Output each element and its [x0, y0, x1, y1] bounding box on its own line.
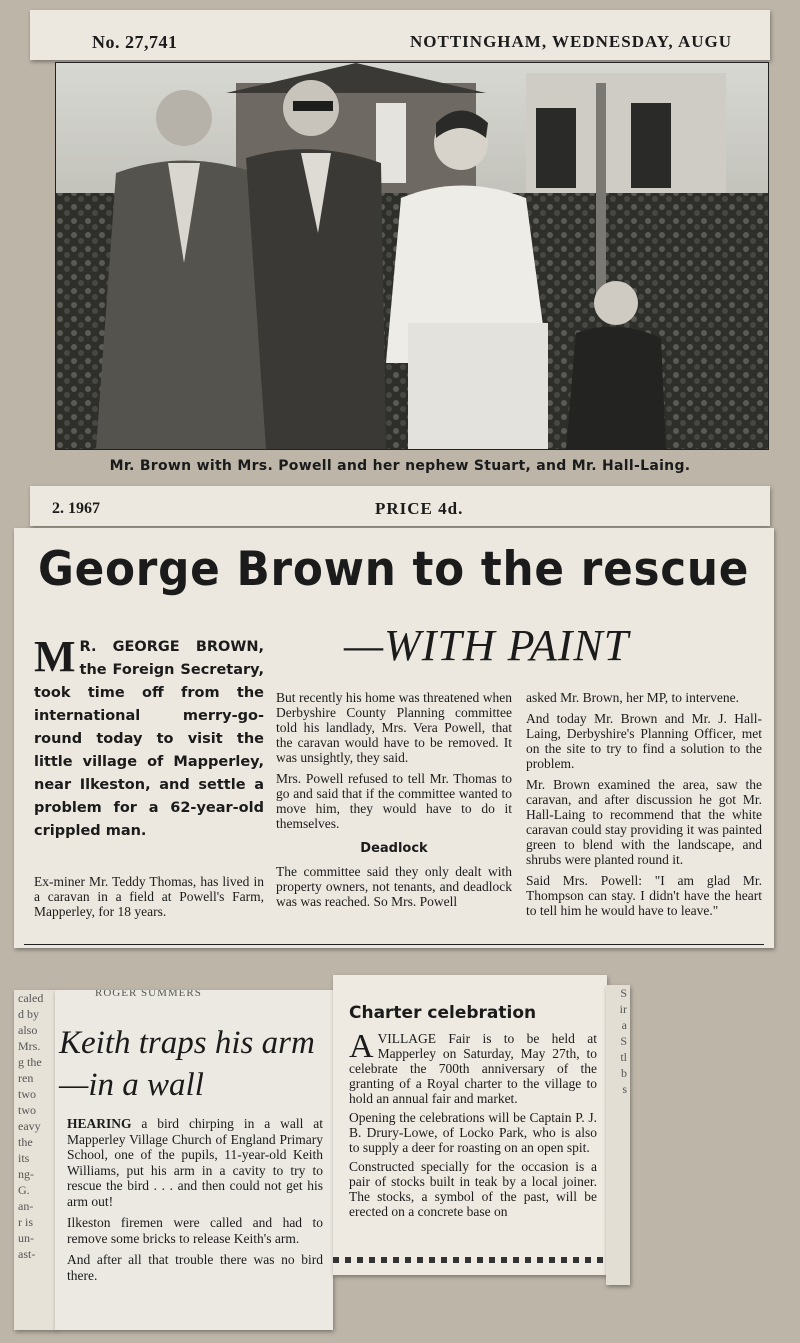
fragment-text: two [18, 1103, 36, 1117]
paragraph: But recently his home was threatened when Derbyshire County Planning committee told his landlady, Mrs. Vera Powell, that the caravan would have to be removed. It was unsightly, they said. [276, 690, 512, 765]
fragment-text: ren [18, 1071, 34, 1085]
paragraph: The committee said they only dealt with property owners, not tenants, and deadlock was was reached. So Mrs. Powell [276, 864, 512, 909]
masthead [30, 10, 770, 60]
news-photo [55, 62, 769, 450]
paragraph: Opening the celebrations will be Captain P. J. B. Drury-Lowe, of Locko Park, who is also to supply a deer for roasting on an open spit. [349, 1110, 597, 1155]
paragraph: And after all that trouble there was no bird there. [67, 1252, 323, 1283]
paragraph: asked Mr. Brown, her MP, to intervene. [526, 690, 739, 705]
keith-body [67, 1116, 323, 1289]
article-lead [34, 632, 264, 843]
article-column-2 [276, 690, 512, 915]
fragment-text: ng- [18, 1167, 34, 1181]
byline-fragment: ROGER SUMMERS [95, 990, 202, 999]
issue-price: PRICE 4d. [375, 499, 464, 518]
lead-text: R. GEORGE BROWN, the Foreign Secretary, took time off from the international merry-go-round today to visit the little village of Mapperley, near Ilkeston, and settle a problem for a 62-year-old crippled man. [34, 639, 264, 839]
fragment-text: two [18, 1087, 36, 1101]
fragment-text: Mrs. [18, 1039, 41, 1053]
fragment-text: d by [18, 1007, 39, 1021]
fragment-text: also [18, 1023, 38, 1037]
charter-article [333, 975, 607, 1275]
fragment-text: r is [18, 1215, 33, 1229]
fragment-text: G. [18, 1183, 30, 1197]
keith-article [55, 990, 333, 1330]
fragment-text: a [621, 1018, 627, 1032]
paragraph: And today Mr. Brown and Mr. J. Hall-Laing, Derbyshire's Planning Officer, met on the site to try to find a solution to the problem. [526, 711, 762, 771]
article-headline: George Brown to the rescue [38, 542, 750, 597]
paragraph [349, 1028, 597, 1106]
fragment-text: an- [18, 1199, 34, 1213]
decorative-border [333, 1257, 607, 1263]
fragment-text: eavy [18, 1119, 41, 1133]
paragraph: Constructed specially for the occasion is a pair of stocks built in teak by a local joiner. The stocks, a symbol of the past, will be erected on a concrete base on [349, 1159, 597, 1219]
fragment-text: S [620, 986, 627, 1000]
paragraph: Ex-miner Mr. Teddy Thomas, has lived in a caravan in a field at Powell's Farm, Mapperley, for 18 years. [34, 874, 264, 919]
main-article [14, 528, 774, 948]
issue-number: No. 27,741 [92, 32, 178, 52]
issue-date: 2. 1967 [52, 500, 100, 517]
photo-illustration [56, 63, 768, 449]
drop-cap: M [34, 632, 76, 681]
paragraph: Mrs. Powell refused to tell Mr. Thomas to go and said that if the committee wanted to move him, they would have to do it themselves. [276, 771, 512, 831]
fragment-text: the [18, 1135, 33, 1149]
fragment-text: tl [620, 1050, 627, 1064]
right-fragment-strip [606, 985, 630, 1285]
fragment-text: caled [18, 991, 44, 1005]
paragraph: Mr. Brown examined the area, saw the caravan, and after discussion he got Mr. Hall-Laing to recommend that the white caravan could stay providing it was painted green to blend with the landscape, and shrubs were planted round it. [526, 777, 762, 867]
article-column-3 [526, 690, 762, 924]
crosshead: Deadlock [360, 841, 428, 856]
column-rule [24, 944, 764, 945]
charter-headline: Charter celebration [349, 1003, 537, 1023]
fragment-text: b [621, 1066, 627, 1080]
fragment-text: g the [18, 1055, 42, 1069]
photo-caption: Mr. Brown with Mrs. Powell and her nephew Stuart, and Mr. Hall-Laing. [109, 458, 691, 474]
date-bar [30, 486, 770, 526]
paragraph-text: a bird chirping in a wall at Mapperley Village Church of England Primary School, one of the pupils, 11-year-old Keith Williams, put his arm in a cavity to try to rescue the bird . . . and then could not get his arm out! [67, 1116, 323, 1209]
paragraph: Said Mrs. Powell: "I am glad Mr. Thompson can stay. I didn't have the heart to tell him he would have to leave." [526, 873, 762, 918]
fragment-text: its [18, 1151, 30, 1165]
fragment-text: S [620, 1034, 627, 1048]
drop-cap: A [349, 1028, 374, 1065]
charter-body [349, 1028, 597, 1223]
fragment-text: s [622, 1082, 627, 1096]
fragment-text: ir [619, 1002, 627, 1016]
fragment-text: un- [18, 1231, 34, 1245]
keith-headline: Keith traps his arm—in a wall [59, 1025, 315, 1103]
dateline: NOTTINGHAM, WEDNESDAY, AUGU [410, 32, 733, 51]
paragraph [67, 1116, 323, 1209]
lead-word: HEARING [67, 1116, 132, 1131]
article-subhead: —WITH PAINT [344, 621, 630, 670]
paragraph: Ilkeston firemen were called and had to remove some bricks to release Keith's arm. [67, 1215, 323, 1246]
fragment-text: ast- [18, 1247, 36, 1261]
article-column-1 [34, 874, 264, 925]
paragraph-text: VILLAGE Fair is to be held at Mapperley on Saturday, May 27th, to celebrate the 700th anniversary of the granting of a Royal charter to the village to hold an annual fair and market. [349, 1031, 597, 1106]
left-fragment-strip [14, 990, 56, 1330]
